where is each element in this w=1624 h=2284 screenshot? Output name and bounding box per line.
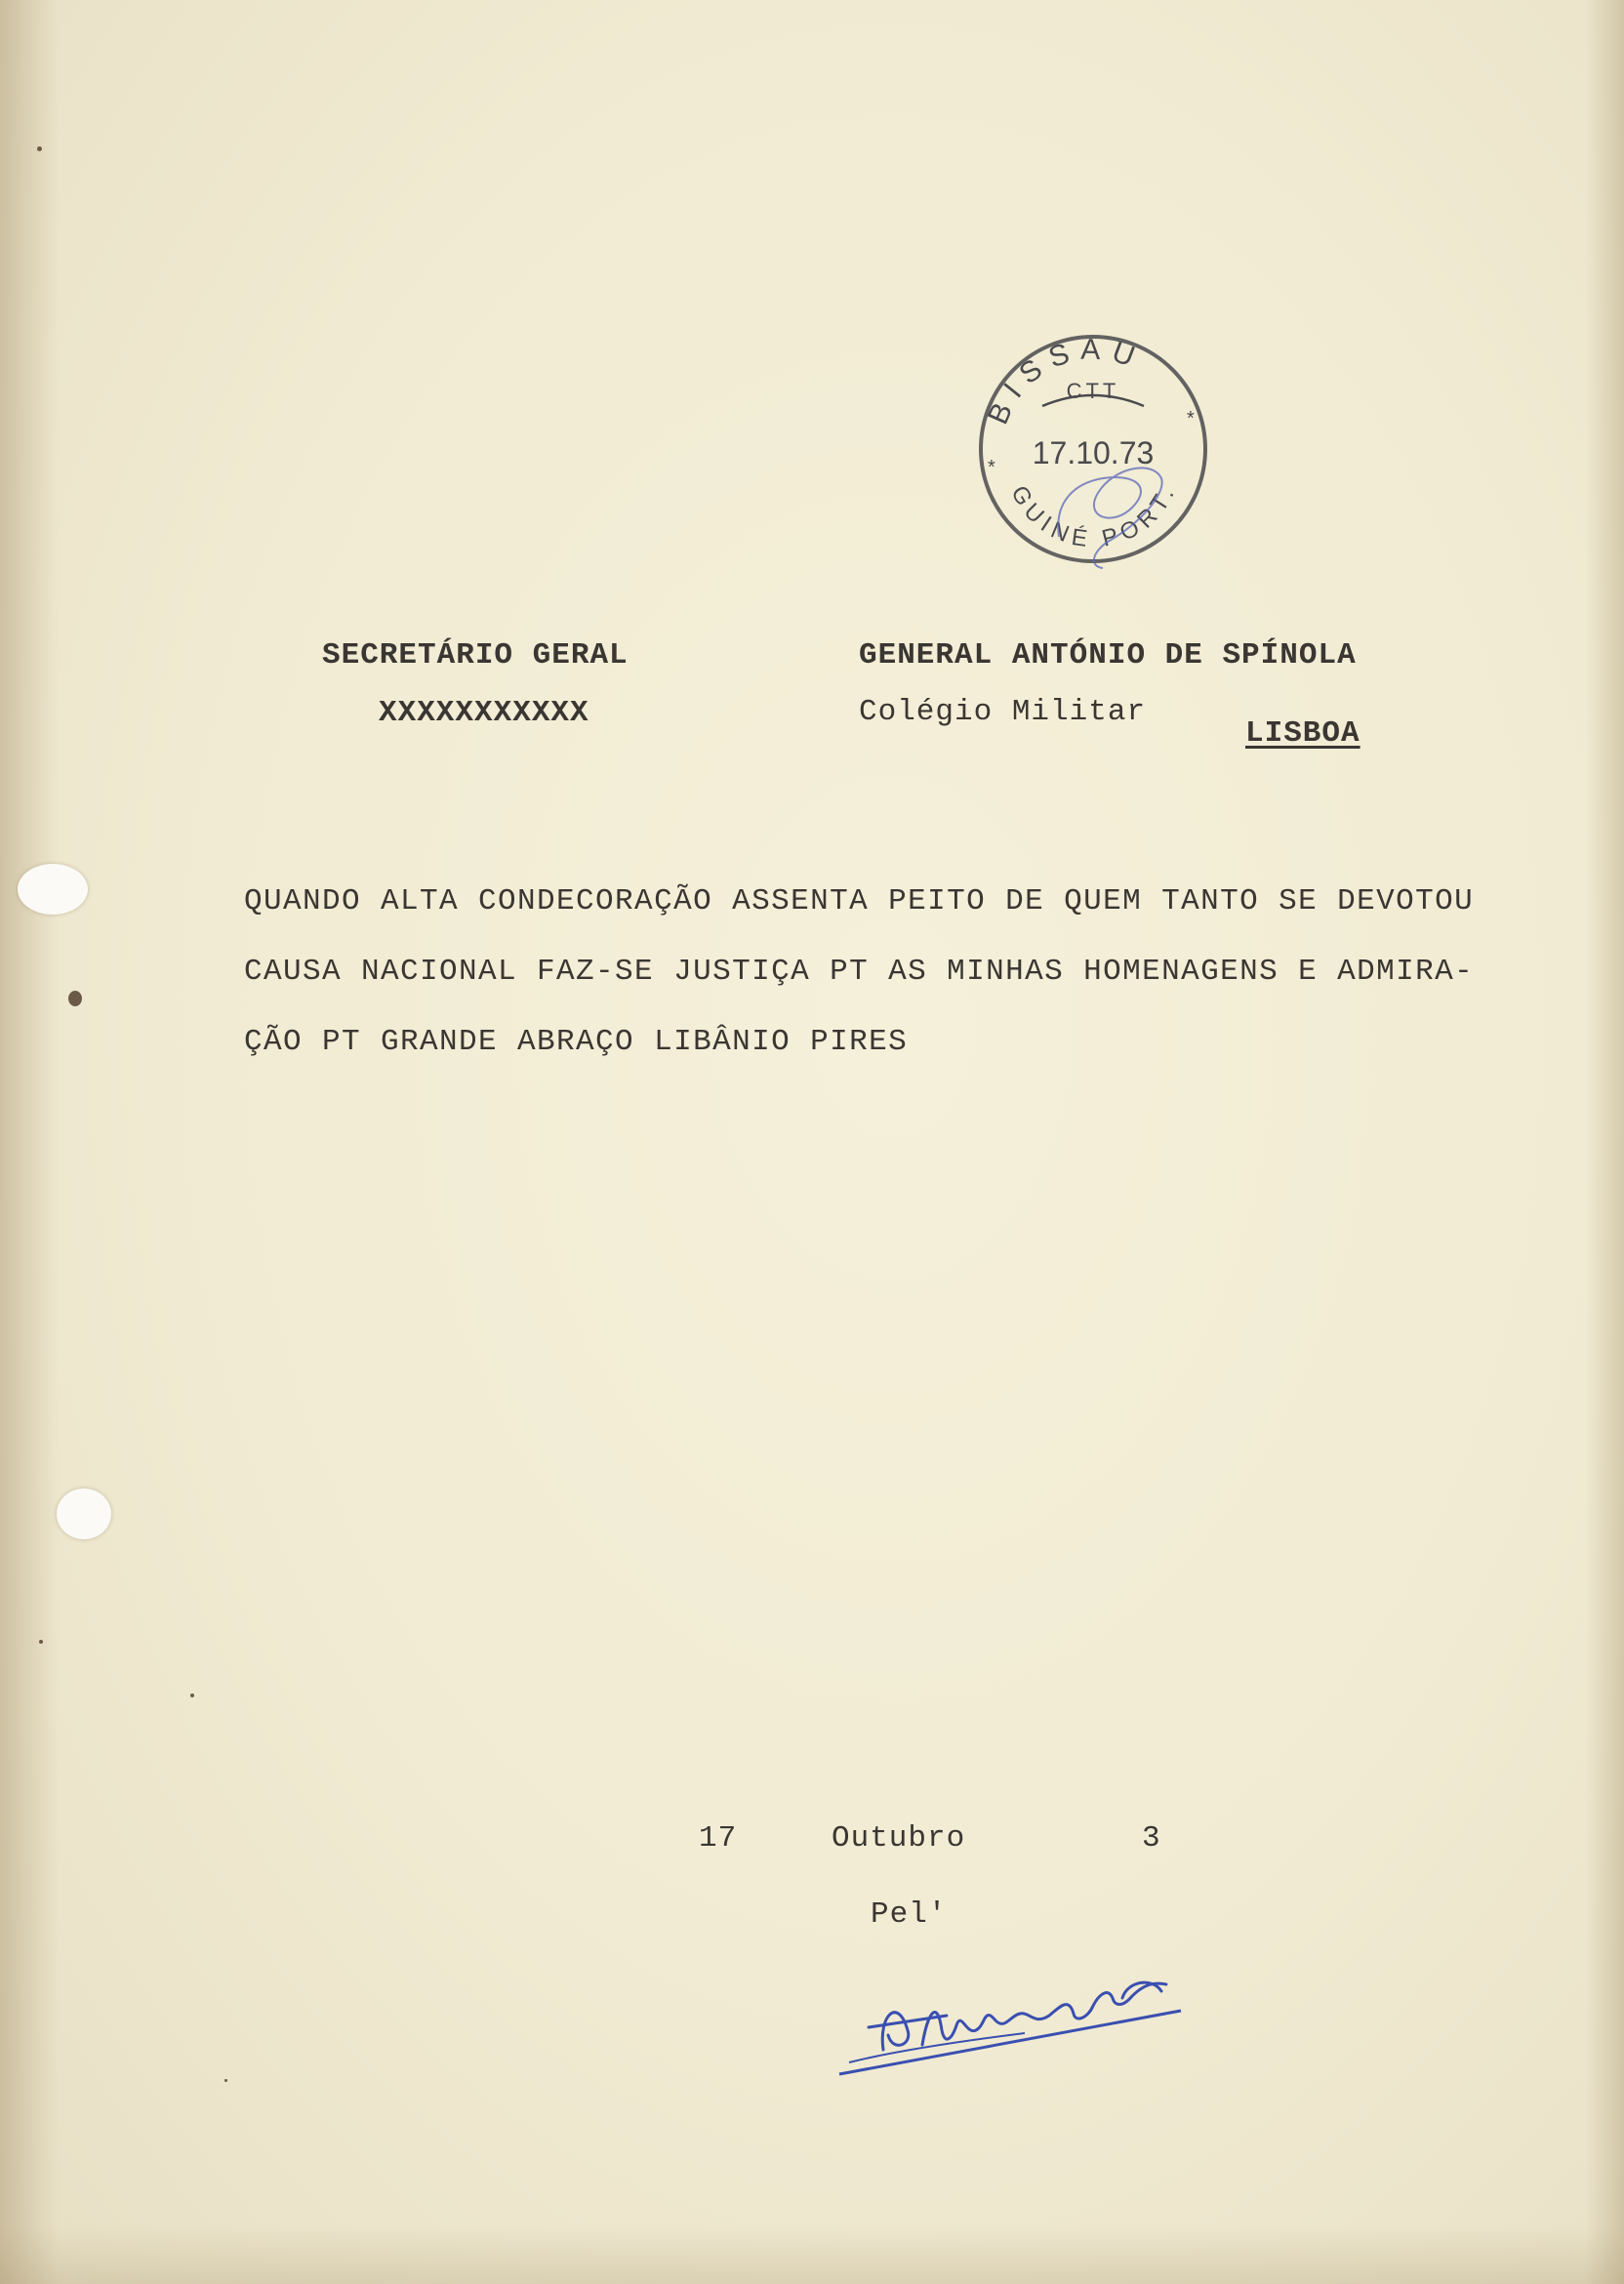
stamp-date-text: 17.10.73 <box>1032 435 1155 470</box>
stamp-service-text: CTT <box>1066 379 1120 403</box>
message-line-2: CAUSA NACIONAL FAZ-SE JUSTIÇA PT AS MINHAS HOMENAGENS E ADMIRA- <box>244 955 1475 989</box>
footer-day: 17 <box>699 1821 738 1856</box>
paper-edge-shadow-bottom <box>0 2225 1624 2284</box>
paper-edge-shadow-right <box>1585 0 1624 2284</box>
message-line-3: ÇÃO PT GRANDE ABRAÇO LIBÂNIO PIRES <box>244 1025 909 1059</box>
footer-per: Pel' <box>871 1897 948 1932</box>
stamp-star-right: * <box>1187 408 1195 429</box>
paper-speck <box>39 1640 43 1644</box>
paper-edge-shadow-left <box>0 0 59 2284</box>
message-line-1: QUANDO ALTA CONDECORAÇÃO ASSENTA PEITO DE QUEM TANTO SE DEVOTOU <box>244 884 1475 918</box>
stamp-top-text: BISSAU <box>981 333 1149 429</box>
paper-speck <box>37 146 42 151</box>
sender-redacted-name: XXXXXXXXXXX <box>379 696 589 730</box>
stamp-star-left: * <box>988 457 995 478</box>
recipient-name: GENERAL ANTÓNIO DE SPÍNOLA <box>859 638 1357 673</box>
footer-year: 3 <box>1142 1821 1161 1856</box>
paper-speck <box>190 1693 194 1697</box>
recipient-city: LISBOA <box>1245 716 1360 751</box>
footer-month: Outubro <box>832 1821 966 1856</box>
stamp-bottom-text: GUINÉ PORT. <box>1005 478 1182 553</box>
paper-speck <box>68 991 82 1006</box>
postmark-stamp <box>966 312 1220 586</box>
punch-hole-upper <box>18 864 88 915</box>
punch-hole-lower <box>57 1489 111 1539</box>
recipient-institution: Colégio Militar <box>859 695 1147 729</box>
paper-speck <box>224 2079 227 2082</box>
handwritten-signature <box>830 1937 1200 2084</box>
sender-title: SECRETÁRIO GERAL <box>322 638 629 673</box>
